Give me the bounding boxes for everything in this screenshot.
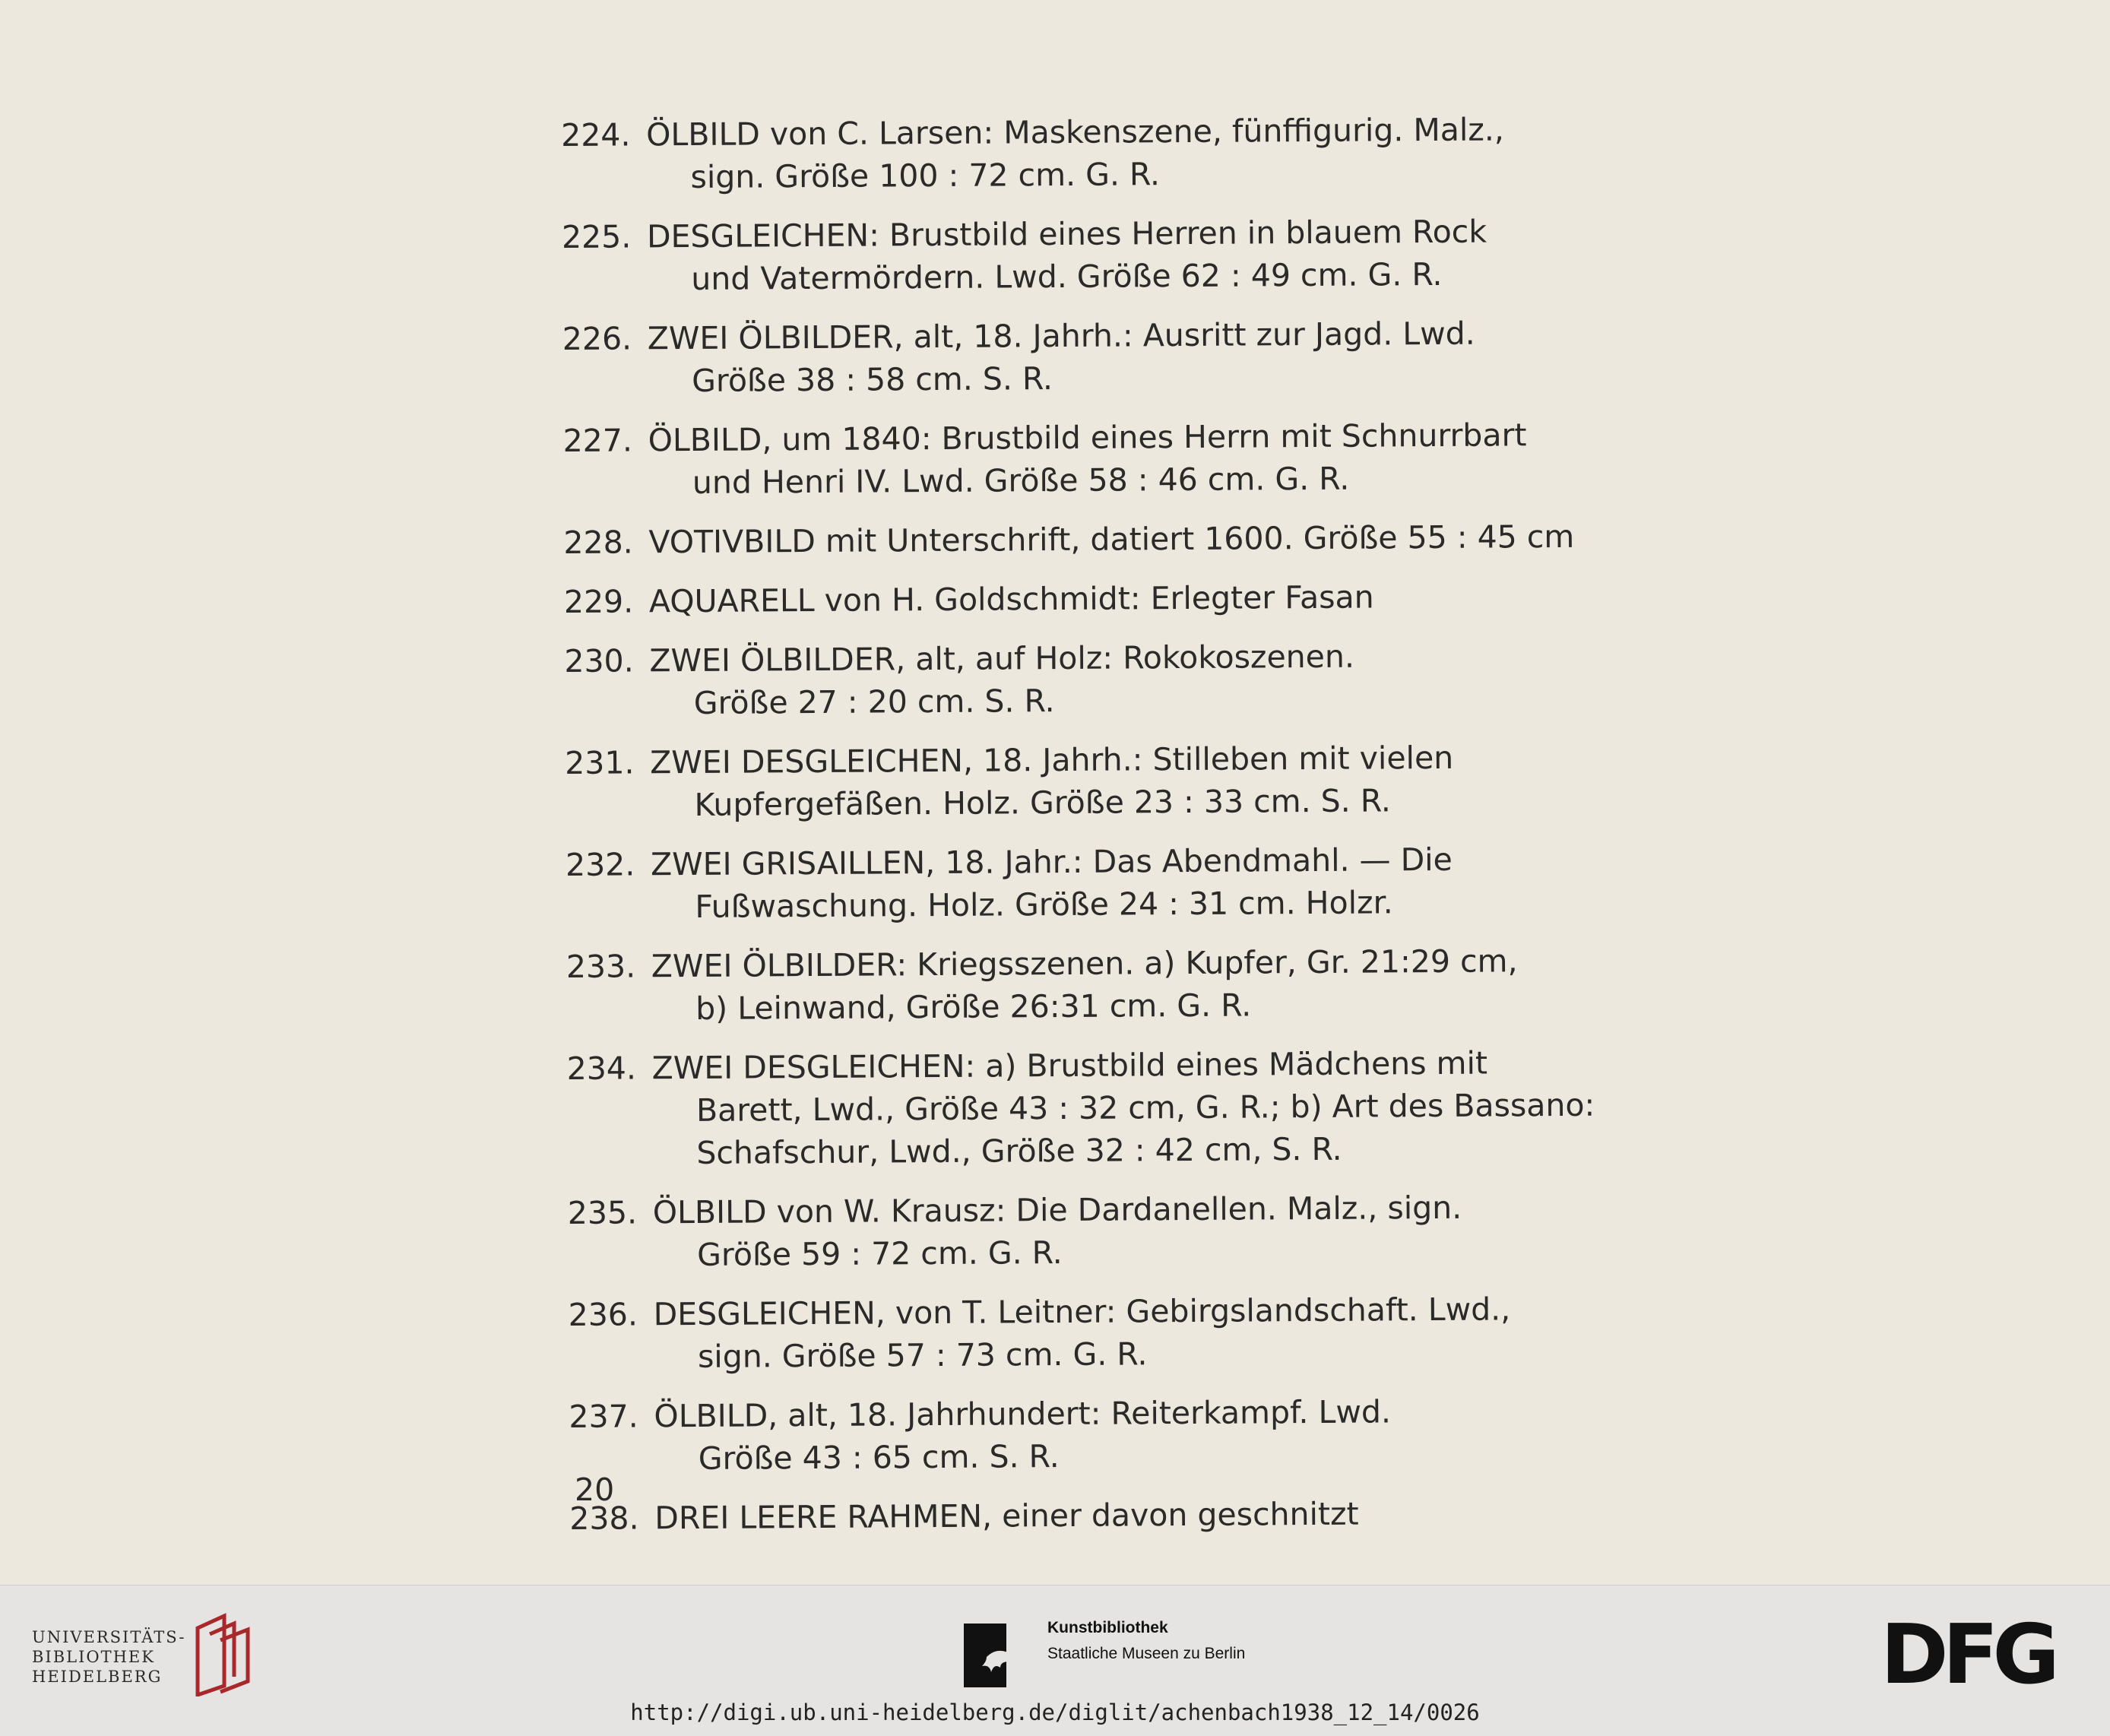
catalog-entry [569, 1389, 1611, 1481]
lot-number: 235. [567, 1194, 638, 1231]
ub-logo-line: HEIDELBERG [32, 1668, 163, 1686]
lot-number: 230. [564, 642, 634, 680]
page-number: 20 [575, 1471, 615, 1508]
catalog-entry [568, 1288, 1610, 1379]
catalog-entry [564, 575, 1605, 623]
lot-number: 226. [562, 320, 632, 357]
entry-line: VOTIVBILD mit Unterschrift, datiert 1600. Größe 55 : 45 cm [648, 518, 1575, 561]
catalog-entry [568, 1186, 1610, 1277]
lot-number: 233. [566, 948, 636, 985]
lot-number: 232. [565, 846, 635, 883]
entry-line: Schafschur, Lwd., Größe 32 : 42 cm, S. R. [696, 1130, 1342, 1171]
entry-line: ÖLBILD, alt, 18. Jahrhundert: Reiterkampf. Lwd. [654, 1393, 1392, 1435]
entry-line: DREI LEERE RAHMEN, einer davon geschnitzt [654, 1495, 1359, 1537]
catalog-entry [566, 939, 1608, 1031]
entry-line: Größe 43 : 65 cm. S. R. [698, 1438, 1060, 1477]
entry-line: ZWEI ÖLBILDER, alt, auf Holz: Rokokoszenen. [649, 638, 1355, 680]
dfg-logo[interactable] [1880, 1616, 2078, 1692]
catalog-entry [564, 634, 1606, 725]
catalog-entries [561, 108, 1611, 1557]
catalog-entry [567, 1041, 1609, 1175]
entry-line: DESGLEICHEN: Brustbild eines Herren in blauem Rock [646, 213, 1487, 255]
ub-logo-line: BIBLIOTHEK [32, 1648, 155, 1666]
catalog-entry [566, 838, 1608, 929]
kunstbibliothek-eagle-icon [964, 1624, 1028, 1687]
dfg-logo-text: DFG [1880, 1616, 2055, 1692]
entry-line: ZWEI DESGLEICHEN, 18. Jahrh.: Stilleben mit vielen [650, 739, 1454, 781]
lot-number: 229. [563, 583, 634, 620]
entry-line: Barett, Lwd., Größe 43 : 32 cm, G. R.; b) Art des Bassano: [695, 1086, 1595, 1129]
kunstbibliothek-logo[interactable] [964, 1617, 1313, 1693]
catalog-entry [562, 210, 1604, 301]
entry-line: und Vatermördern. Lwd. Größe 62 : 49 cm. G. R. [691, 255, 1443, 297]
lot-number: 234. [566, 1050, 637, 1087]
entry-line: ZWEI ÖLBILDER: Kriegsszenen. a) Kupfer, Gr. 21:29 cm, [651, 942, 1518, 985]
catalog-entry [561, 108, 1603, 199]
entry-line: Größe 27 : 20 cm. S. R. [693, 683, 1055, 721]
entry-line: DESGLEICHEN, von T. Leitner: Gebirgslandschaft. Lwd., [653, 1291, 1511, 1333]
catalog-entry [565, 736, 1607, 827]
entry-line: und Henri IV. Lwd. Größe 58 : 46 cm. G. R. [692, 460, 1350, 501]
entry-line: sign. Größe 57 : 73 cm. G. R. [697, 1335, 1148, 1375]
lot-number: 238. [569, 1500, 639, 1537]
entry-line: ÖLBILD von C. Larsen: Maskenszene, fünffigurig. Malz., [646, 111, 1504, 154]
viewer-footer [0, 1585, 2110, 1736]
entry-line: ZWEI ÖLBILDER, alt, 18. Jahrh.: Ausritt zur Jagd. Lwd. [647, 315, 1475, 357]
ub-book-mark-icon [190, 1613, 258, 1696]
entry-line: Fußwaschung. Holz. Größe 24 : 31 cm. Holzr. [695, 884, 1393, 925]
entry-line: sign. Größe 100 : 72 cm. G. R. [690, 156, 1161, 195]
entry-line: ZWEI DESGLEICHEN: a) Brustbild eines Mädchens mit [651, 1044, 1488, 1087]
catalog-entry [562, 312, 1605, 403]
lot-number: 227. [562, 422, 633, 459]
permalink-url[interactable]: http://digi.ub.uni-heidelberg.de/diglit/achenbach1938_12_14/0026 [630, 1700, 1480, 1725]
kunstbibliothek-title: Kunstbibliothek [1047, 1619, 1168, 1636]
entry-line: Größe 38 : 58 cm. S. R. [692, 360, 1053, 399]
lot-number: 236. [568, 1296, 638, 1333]
lot-number: 224. [561, 116, 631, 154]
lot-number: 228. [563, 524, 633, 561]
entry-line: Kupfergefäßen. Holz. Größe 23 : 33 cm. S. R. [694, 782, 1391, 823]
lot-number: 231. [565, 744, 635, 781]
entry-line: ZWEI GRISAILLEN, 18. Jahr.: Das Abendmahl. — Die [650, 841, 1453, 883]
entry-line: AQUARELL von H. Goldschmidt: Erlegter Fasan [648, 578, 1374, 620]
ub-logo-line: UNIVERSITÄTS- [32, 1628, 186, 1646]
entry-line: ÖLBILD von W. Krausz: Die Dardanellen. Malz., sign. [652, 1189, 1462, 1231]
lot-number: 225. [561, 218, 632, 255]
catalog-entry [569, 1491, 1611, 1540]
ub-heidelberg-logo[interactable] [32, 1613, 260, 1696]
catalog-entry [562, 413, 1605, 505]
catalog-entry [563, 515, 1605, 564]
lot-number: 237. [569, 1398, 638, 1435]
entry-line: ÖLBILD, um 1840: Brustbild eines Herrn mit Schnurrbart [648, 417, 1527, 459]
entry-line: b) Leinwand, Größe 26:31 cm. G. R. [695, 987, 1252, 1027]
kunstbibliothek-subtitle: Staatliche Museen zu Berlin [1047, 1645, 1246, 1662]
entry-line: Größe 59 : 72 cm. G. R. [697, 1234, 1063, 1273]
